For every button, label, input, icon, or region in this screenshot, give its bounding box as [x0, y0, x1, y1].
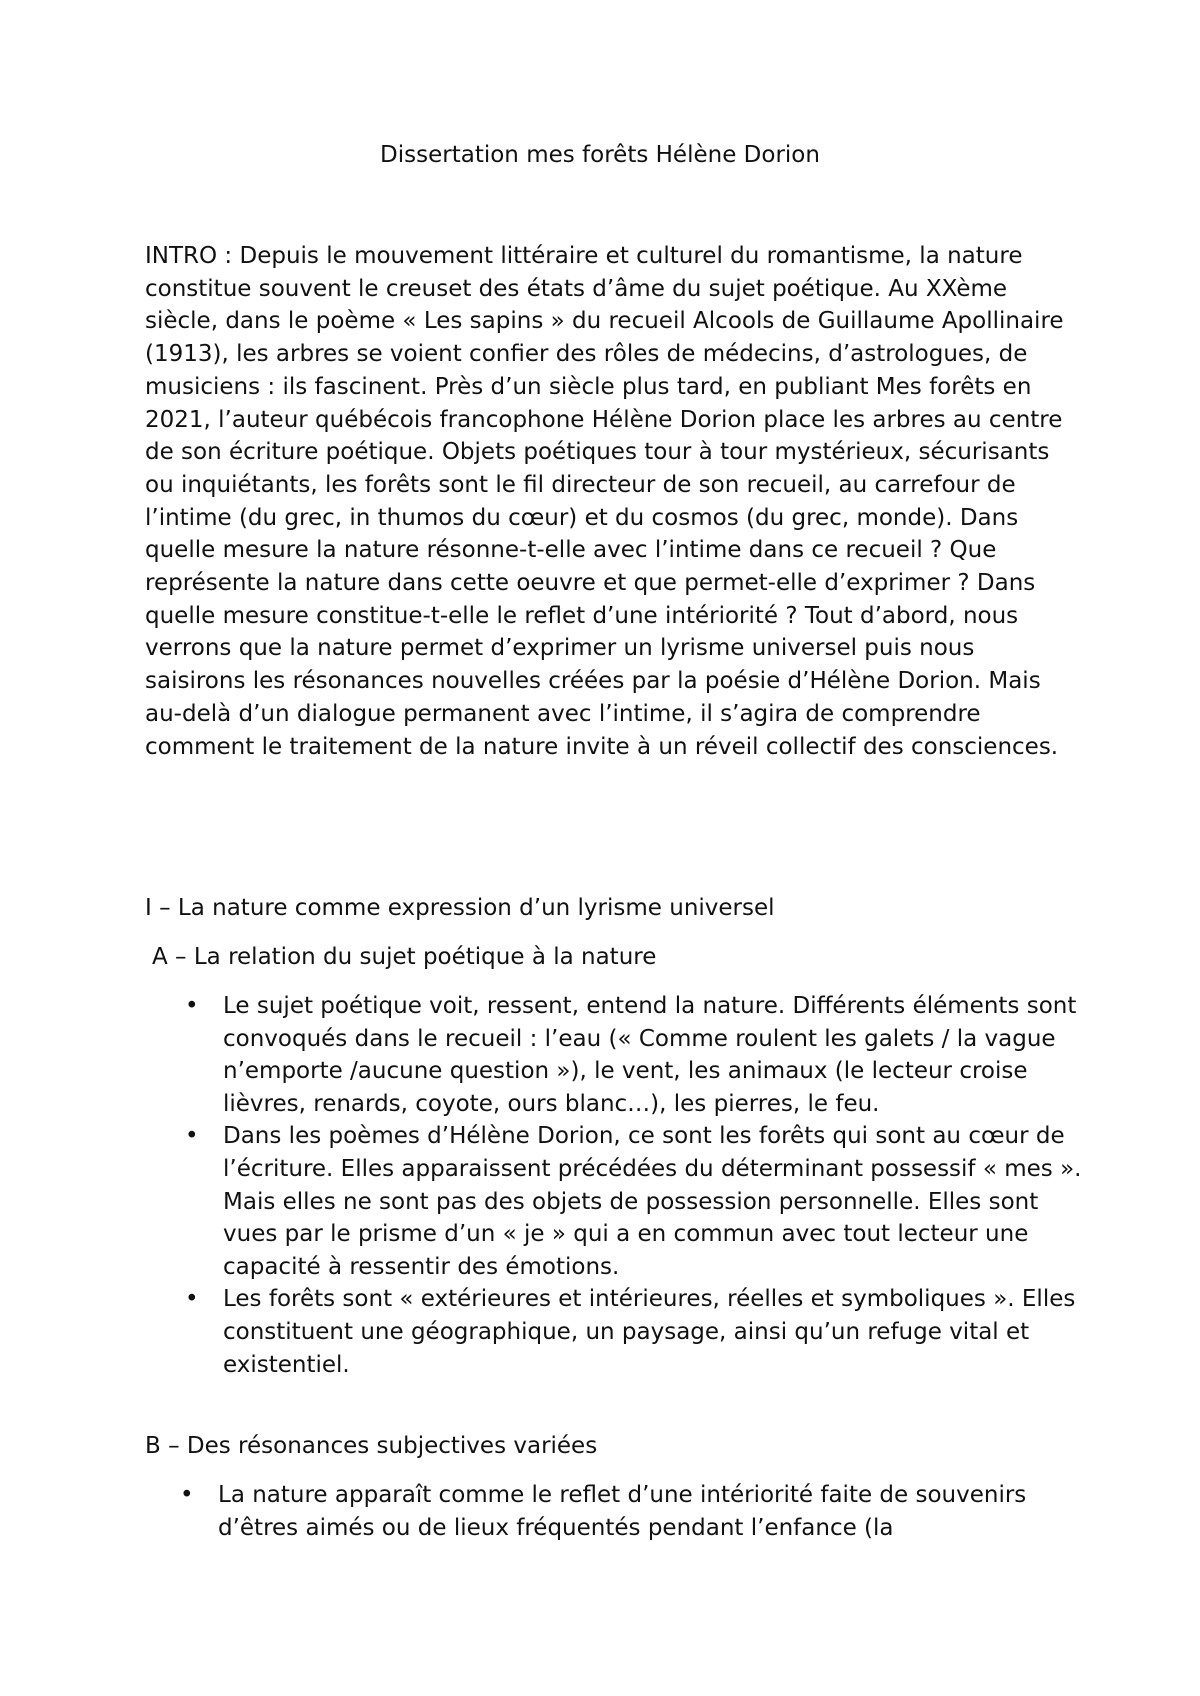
list-item-text: Le sujet poétique voit, ressent, entend la nature. Différents éléments sont convoqués dans le recueil : l’eau (« Comme roulent les galets / la vague n’emporte /aucune question »), le vent, les animaux (le lecteur croise lièvres, renards, coyote, ours blanc…), les pierres, le feu.	[223, 993, 1077, 1117]
section-b-bullet-list	[180, 1479, 1085, 1544]
list-item-text: Dans les poèmes d’Hélène Dorion, ce sont les forêts qui sont au cœur de l’écriture. Elles apparaissent précédées du déterminant possessif « mes ». Mais elles ne sont pas des objets de possession personnelle. Elles sont vues par le prisme d’un « je » qui a en commun avec tout lecteur une capacité à ressentir des émotions.	[223, 1123, 1082, 1280]
list-item	[185, 1283, 1085, 1381]
bullet-icon: •	[185, 993, 199, 1019]
bullet-icon: •	[180, 1482, 194, 1508]
list-item	[185, 1120, 1085, 1283]
list-item	[180, 1479, 1085, 1544]
list-item	[185, 990, 1085, 1120]
list-item-text: Les forêts sont « extérieures et intérieures, réelles et symboliques ». Elles constituent une géographique, un paysage, ainsi qu’un refuge vital et existentiel.	[223, 1286, 1076, 1378]
intro-paragraph: INTRO : Depuis le mouvement littéraire et culturel du romantisme, la nature constitue souvent le creuset des états d’âme du sujet poétique. Au XXème siècle, dans le poème « Les sapins » du recueil Alcools de Guillaume Apollinaire (1913), les arbres se voient confier des rôles de médecins, d’astrologues, de musiciens : ils fascinent. Près d’un siècle plus tard, en publiant Mes forêts en 2021, l’auteur québécois francophone Hélène Dorion place les arbres au centre de son écriture poétique. Objets poétiques tour à tour mystérieux, sécurisants ou inquiétants, les forêts sont le fil directeur de son recueil, au carrefour de l’intime (du grec, in thumos du cœur) et du cosmos (du grec, monde). Dans quelle mesure la nature résonne-t-elle avec l’intime dans ce recueil ? Que représente la nature dans cette oeuvre et que permet-elle d’exprimer ? Dans quelle mesure constitue-t-elle le reflet d’une intériorité ? Tout d’abord, nous verrons que la nature permet d’exprimer un lyrisme universel puis nous saisirons les résonances nouvelles créées par la poésie d’Hélène Dorion. Mais au-delà d’un dialogue permanent avec l’intime, il s’agira de comprendre comment le traitement de la nature invite à un réveil collectif des consciences.	[145, 243, 1064, 760]
section-a-bullet-list	[185, 990, 1085, 1381]
bullet-icon: •	[185, 1123, 199, 1150]
part-1-heading: I – La nature comme expression d’un lyrisme universel	[145, 895, 775, 921]
section-a-heading: A – La relation du sujet poétique à la nature	[152, 944, 657, 970]
bullet-icon: •	[185, 1286, 199, 1313]
document-title: Dissertation mes forêts Hélène Dorion	[380, 142, 820, 168]
list-item-text: La nature apparaît comme le reflet d’une intériorité faite de souvenirs d’êtres aimés ou de lieux fréquentés pendant l’enfance (la	[218, 1482, 1027, 1541]
section-b-heading: B – Des résonances subjectives variées	[145, 1433, 598, 1459]
